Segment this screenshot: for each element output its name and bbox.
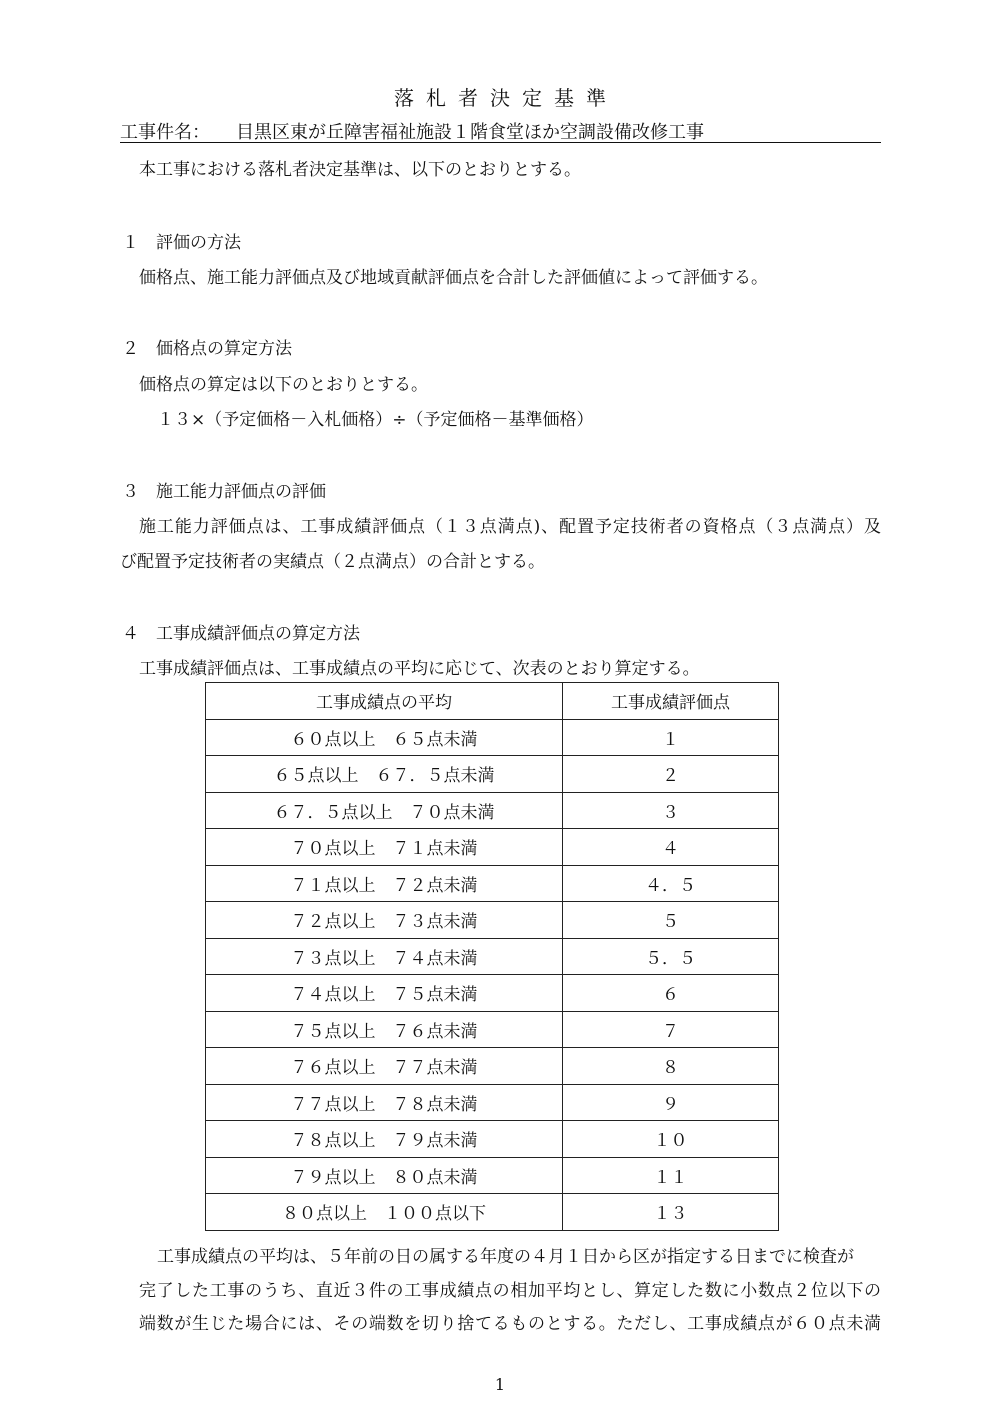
table-row — [206, 938, 779, 975]
table-row — [206, 975, 779, 1012]
table-cell-average-range: ６７．５点以上 ７０点未満 — [206, 792, 563, 829]
table-cell-score: ５．５ — [563, 938, 779, 975]
table-cell-average-range: ７５点以上 ７６点未満 — [206, 1011, 563, 1048]
section-1-number: １ — [122, 233, 139, 253]
table-row — [206, 1084, 779, 1121]
table-cell-score: ４ — [563, 829, 779, 866]
page-number: 1 — [494, 1375, 506, 1394]
section-4-heading — [122, 619, 360, 644]
section-3-heading — [122, 477, 326, 502]
closing-line-3: 端数が生じた場合には、その端数を切り捨てるものとする。ただし、工事成績点が６０点未満 — [139, 1314, 881, 1334]
table-cell-average-range: ７８点以上 ７９点未満 — [206, 1121, 563, 1158]
table-cell-average-range: ７１点以上 ７２点未満 — [206, 865, 563, 902]
intro-text: 本工事における落札者決定基準は、以下のとおりとする。 — [139, 160, 581, 180]
table-body — [206, 719, 779, 1230]
section-2-title: 価格点の算定方法 — [156, 339, 292, 359]
table-cell-average-range: ７４点以上 ７５点未満 — [206, 975, 563, 1012]
closing-line-1: 工事成績点の平均は、５年前の日の属する年度の４月１日から区が指定する日までに検査が — [157, 1247, 854, 1267]
section-4-text: 工事成績評価点は、工事成績点の平均に応じて、次表のとおり算定する。 — [139, 659, 700, 679]
section-4-title: 工事成績評価点の算定方法 — [156, 624, 360, 644]
price-formula: １３×（予定価格－入札価格）÷（予定価格－基準価格） — [157, 410, 594, 430]
table-cell-score: １１ — [563, 1157, 779, 1194]
table-cell-score: ８ — [563, 1048, 779, 1085]
table-cell-score: ９ — [563, 1084, 779, 1121]
table-cell-score: ７ — [563, 1011, 779, 1048]
table-cell-average-range: ７９点以上 ８０点未満 — [206, 1157, 563, 1194]
project-name-line — [120, 118, 881, 143]
table-cell-average-range: ８０点以上 １００点以下 — [206, 1194, 563, 1231]
table-row — [206, 829, 779, 866]
table-header-average: 工事成績点の平均 — [206, 683, 563, 720]
table-cell-average-range: ７３点以上 ７４点未満 — [206, 938, 563, 975]
table-row — [206, 865, 779, 902]
table-header-row — [206, 683, 779, 720]
table-row — [206, 1048, 779, 1085]
section-3-number: ３ — [122, 482, 139, 502]
document-title: 落札者決定基準 — [394, 86, 618, 110]
section-3-title: 施工能力評価点の評価 — [156, 482, 326, 502]
table-cell-score: ５ — [563, 902, 779, 939]
closing-line-2: 完了した工事のうち、直近３件の工事成績点の相加平均とし、算定した数に小数点２位以下の — [139, 1281, 881, 1301]
section-3-text-line-2: び配置予定技術者の実績点（２点満点）の合計とする。 — [120, 552, 545, 572]
table-cell-score: １ — [563, 719, 779, 756]
project-name: 目黒区東が丘障害福祉施設１階食堂ほか空調設備改修工事 — [236, 122, 704, 143]
table-row — [206, 1011, 779, 1048]
table-row — [206, 1121, 779, 1158]
table-row — [206, 792, 779, 829]
table-cell-score: ４．５ — [563, 865, 779, 902]
table-cell-average-range: ７２点以上 ７３点未満 — [206, 902, 563, 939]
section-1-title: 評価の方法 — [156, 233, 241, 253]
score-table-container — [205, 682, 779, 1231]
project-label: 工事件名： — [120, 122, 210, 143]
table-cell-average-range: ７０点以上 ７１点未満 — [206, 829, 563, 866]
table-cell-score: ３ — [563, 792, 779, 829]
table-row — [206, 1194, 779, 1231]
section-2-heading — [122, 334, 292, 359]
section-2-number: ２ — [122, 339, 139, 359]
section-4-number: ４ — [122, 624, 139, 644]
score-table — [205, 682, 779, 1231]
table-row — [206, 1157, 779, 1194]
table-row — [206, 719, 779, 756]
table-cell-average-range: ６０点以上 ６５点未満 — [206, 719, 563, 756]
table-header-score: 工事成績評価点 — [563, 683, 779, 720]
table-row — [206, 902, 779, 939]
section-2-text: 価格点の算定は以下のとおりとする。 — [139, 375, 428, 395]
table-row — [206, 756, 779, 793]
table-cell-score: １０ — [563, 1121, 779, 1158]
section-1-heading — [122, 228, 241, 253]
table-cell-average-range: ７６点以上 ７７点未満 — [206, 1048, 563, 1085]
table-cell-score: ６ — [563, 975, 779, 1012]
table-cell-average-range: ７７点以上 ７８点未満 — [206, 1084, 563, 1121]
table-cell-score: ２ — [563, 756, 779, 793]
table-cell-average-range: ６５点以上 ６７．５点未満 — [206, 756, 563, 793]
section-3-text-line-1: 施工能力評価点は、工事成績評価点（１３点満点)、配置予定技術者の資格点（３点満点）及 — [139, 517, 881, 537]
table-cell-score: １３ — [563, 1194, 779, 1231]
section-1-text: 価格点、施工能力評価点及び地域貢献評価点を合計した評価値によって評価する。 — [139, 268, 768, 288]
